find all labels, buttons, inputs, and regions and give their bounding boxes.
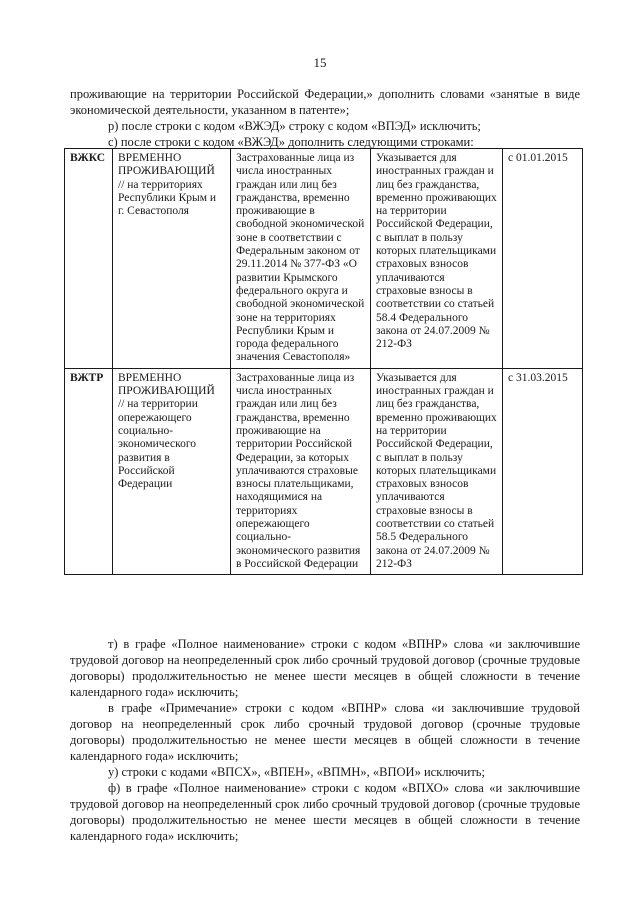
code-cell: ВЖТР <box>65 368 113 574</box>
table-row <box>65 149 583 369</box>
codes-table <box>64 148 583 575</box>
full-name-cell: Застрахованные лица из числа иностранных граждан или лиц без гражданства, временно проживающие в свободной экономической зоне в соответствии с Федеральным законом от 29.11.2014 № 377-ФЗ «О развитии Крымского федерального округа и свободной экономической зоне на территориях Республики Крым и города федерального значения Севастополя» <box>231 149 371 369</box>
outro-paragraph-4: ф) в графе «Полное наименование» строки с кодом «ВПХО» слова «и заключившие трудовой договор на неопределенный срок либо срочный трудовой договор (срочные трудовые договоры) продолжительностью не менее шести месяцев в общей сложности в течение календарного года» исключить; <box>70 781 580 843</box>
note-cell: Указывается для иностранных граждан и лиц без гражданства, временно проживающих на территории Российской Федерации, с выплат в пользу которых плательщиками страховых взносов уплачиваются страховые взносы в соответствии со статьей 58.5 Федерального закона от 24.07.2009 № 212-ФЗ <box>371 368 503 574</box>
intro-text <box>70 86 580 150</box>
date-cell: с 31.03.2015 <box>503 368 583 574</box>
note-cell: Указывается для иностранных граждан и лиц без гражданства, временно проживающих на территории Российской Федерации, с выплат в пользу которых плательщиками страховых взносов уплачиваются страховые взносы в соответствии со статьей 58.4 Федерального закона от 24.07.2009 № 212-ФЗ <box>371 149 503 369</box>
intro-paragraph-3: с) после строки с кодом «ВЖЭД» дополнить следующими строками: <box>108 135 474 149</box>
short-name-sub: // на территориях Республики Крым и г. Севастополя <box>118 178 217 218</box>
outro-paragraph-1: т) в графе «Полное наименование» строки с кодом «ВПНР» слова «и заключившие трудовой договор на неопределенный срок либо срочный трудовой договор (срочные трудовые договоры) продолжительностью не менее шести месяцев в общей сложности в течение календарного года» исключить; <box>70 637 580 699</box>
short-name-main: ВРЕМЕННО ПРОЖИВАЮЩИЙ <box>118 371 215 398</box>
full-name-cell: Застрахованные лица из числа иностранных граждан или лиц без гражданства, временно проживающие на территории Российской Федерации, за которых уплачиваются страховые взносы плательщиками, находящимися на территориях опережающего социально-экономического развития в Российской Федерации <box>231 368 371 574</box>
date-cell: с 01.01.2015 <box>503 149 583 369</box>
outro-text <box>70 636 580 844</box>
intro-paragraph-1: проживающие на территории Российской Федерации,» дополнить словами «занятые в виде экономической деятельности, указанном в патенте»; <box>70 87 580 117</box>
page-number: 15 <box>313 55 327 70</box>
outro-paragraph-2: в графе «Примечание» строки с кодом «ВПНР» слова «и заключившие трудовой договор на неопределенный срок либо срочный трудовой договор (срочные трудовые договоры) продолжительностью не менее шести месяцев в общей сложности в течение календарного года» исключить; <box>70 701 580 763</box>
short-name-cell <box>113 368 231 574</box>
code-cell: ВЖКС <box>65 149 113 369</box>
intro-paragraph-2: р) после строки с кодом «ВЖЭД» строку с кодом «ВПЭД» исключить; <box>108 119 481 133</box>
table-row <box>65 368 583 574</box>
short-name-cell <box>113 149 231 369</box>
outro-paragraph-3: у) строки с кодами «ВПСХ», «ВПЕН», «ВПМН», «ВПОИ» исключить; <box>108 765 485 779</box>
short-name-sub: // на территории опережающего социально-экономического развития в Российской Федерации <box>118 398 198 491</box>
short-name-main: ВРЕМЕННО ПРОЖИВАЮЩИЙ <box>118 152 215 178</box>
